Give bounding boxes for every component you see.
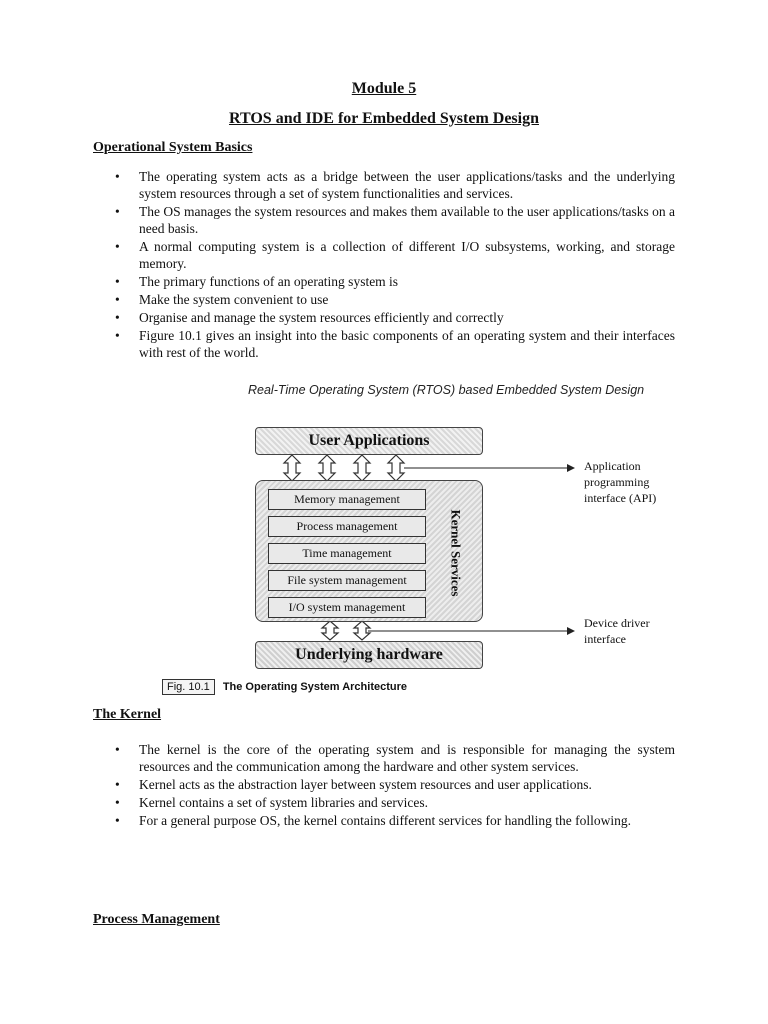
list-item: • Kernel contains a set of system libraries and services.: [93, 794, 675, 811]
memory-management-box: Memory management: [268, 489, 426, 510]
figure-title: Real-Time Operating System (RTOS) based Embedded System Design: [248, 383, 645, 397]
kernel-services-label: Kernel Services: [448, 509, 463, 597]
section-heading-process-management: Process Management: [93, 912, 220, 927]
main-title: RTOS and IDE for Embedded System Design: [228, 110, 539, 127]
user-applications-box: User Applications: [255, 427, 483, 455]
list-item: • The kernel is the core of the operating system and is responsible for managing the system resources and the communication among the hardware and other system services.: [93, 741, 675, 775]
time-management-box: Time management: [268, 543, 426, 564]
list-item: • Figure 10.1 gives an insight into the basic components of an operating system and their interfaces with rest of the world.: [93, 327, 675, 361]
list-item: • The primary functions of an operating system is: [93, 273, 675, 290]
section-heading-kernel: The Kernel: [93, 707, 162, 722]
kernel-list: [93, 741, 675, 830]
list-item: • Kernel acts as the abstraction layer between system resources and user applications.: [93, 776, 675, 793]
figure-caption: [162, 679, 407, 695]
io-system-management-box: I/O system management: [268, 597, 426, 618]
list-item: • For a general purpose OS, the kernel contains different services for handling the following.: [93, 812, 675, 829]
device-driver-label: Device driver interface: [584, 616, 650, 646]
figure-caption-text: The Operating System Architecture: [222, 681, 408, 693]
underlying-hardware-box: Underlying hardware: [255, 641, 483, 669]
process-management-box: Process management: [268, 516, 426, 537]
os-architecture-figure: [150, 375, 690, 705]
api-label: Application programming interface (API): [584, 459, 657, 505]
section-heading-os-basics: Operational System Basics: [93, 140, 253, 155]
figure-number: Fig. 10.1: [162, 679, 215, 695]
driver-arrows: [322, 621, 370, 640]
file-system-management-box: File system management: [268, 570, 426, 591]
api-arrows: [284, 455, 404, 481]
kernel-box: [255, 480, 483, 622]
module-title: Module 5: [351, 80, 417, 97]
list-item: • The OS manages the system resources and makes them available to the user applications/tasks on a need basis.: [93, 203, 675, 237]
list-item: • The operating system acts as a bridge between the user applications/tasks and the underlying system resources through a set of system functionalities and services.: [93, 168, 675, 202]
list-item: • Make the system convenient to use: [93, 291, 675, 308]
list-item: • Organise and manage the system resources efficiently and correctly: [93, 309, 675, 326]
os-basics-list: [93, 168, 675, 362]
list-item: • A normal computing system is a collection of different I/O subsystems, working, and storage memory.: [93, 238, 675, 272]
